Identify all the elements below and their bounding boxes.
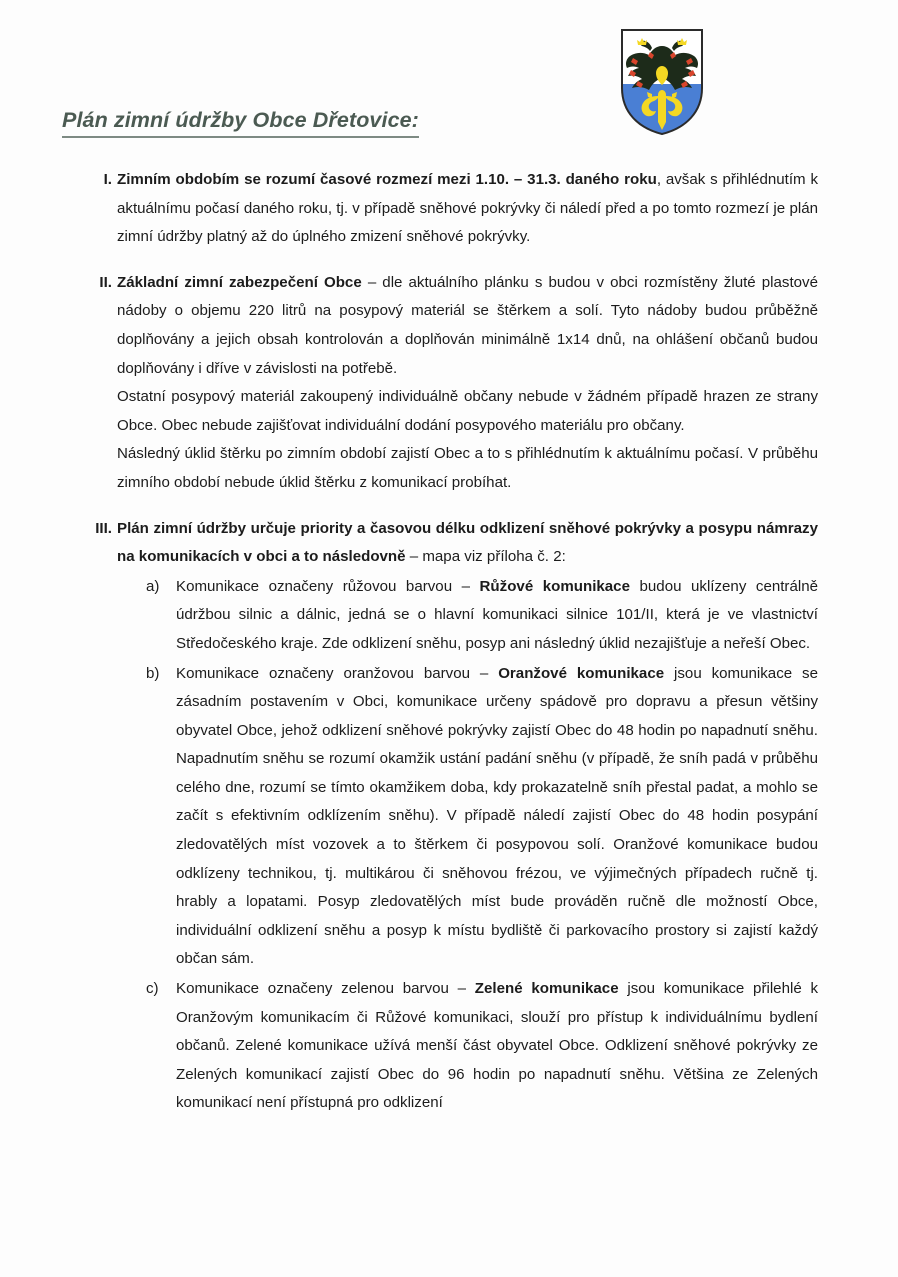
section-body-ii: [117, 269, 818, 498]
paragraph: Následný úklid štěrku po zimním období zajistí Obec a to s přihlédnutím k aktuálnímu počasí. V průběhu zimního období nebude úklid štěrku z komunikací probíhat.: [117, 445, 818, 491]
paragraph: [117, 166, 818, 252]
section-marker-ii: II.: [99, 273, 112, 291]
section-iii: [0, 515, 898, 1118]
paragraph: [176, 573, 818, 659]
paragraph: Ostatní posypový materiál zakoupený individuálně občany nebude v žádném případě hrazen ze strany Obce. Obec nebude zajišťovat individuální dodání posypového materiálu pro občany.: [117, 388, 818, 434]
section-text-i-0: , avšak s přihlédnutím k aktuálnímu počasí daného roku, tj. v případě sněhové pokrývky či náledí před a po tomto rozmezí je plán zimní údržby platný až do úplného zmizení sněhové pokrývky.: [117, 171, 818, 246]
subitem-marker-a: a): [146, 577, 160, 595]
section-lead-i: Zimním obdobím se rozumí časové rozmezí mezi 1.10. – 31.3. daného roku: [117, 171, 657, 188]
section-body-iii: [117, 515, 818, 572]
section-lead-iii: Plán zimní údržby určuje priority a časovou délku odklizení sněhové pokrývky a posypu námrazy na komunikacích v obci a to následovně: [117, 519, 818, 566]
subitem-body-b: [176, 660, 818, 975]
section-i: [0, 166, 898, 252]
section-body-i: [117, 166, 818, 252]
subitem-a: [0, 573, 898, 659]
paragraph: [176, 975, 818, 1118]
paragraph: [176, 660, 818, 975]
subitem-b-text-after: jsou komunikace se zásadním postavením v Obci, komunikace určeny spádově pro dopravu a přesun většiny obyvatel Obce, jehož odklizení sněhové pokrývky zajistí Obec do 48 hodin po napadnutí sněhu. Napadnutím sněhu se rozumí okamžik ustání padání sněhu (v případě, že sníh padá v průběhu celého dne, rozumí se tímto okamžikem doba, kdy prokazatelně sníh přestal padat, a mohlo se začít s efektivním odklízením sněhu). V případě náledí zajistí Obec do 48 hodin posypání zledovatělých míst vozovek a to štěrkem či posypovou solí. Oranžové komunikace budou odklízeny technikou, tj. multikárou či sněhovou frézou, ve výjimečných případech ručně tj. hrably a lopatami. Posyp zledovatělých míst bude prováděn ručně dle možností Obce, individuální odklizení sněhu a posyp k místu bydliště či parkovacího prostory si zajistí každý občan sám.: [176, 664, 818, 968]
paragraph: [117, 515, 818, 572]
section-text-ii-0: – dle aktuálního plánku s budou v obci rozmístěny žluté plastové nádoby o objemu 220 litrů na posypový materiál se štěrkem a solí. Tyto nádoby budou průběžně doplňovány a jejich obsah kontrolován a doplňován minimálně 1x14 dnů, na ohlášení občanů budou doplňovány i dříve v závislosti na potřebě.: [117, 273, 818, 377]
section-text-iii-0: – mapa viz příloha č. 2:: [405, 548, 566, 566]
subitem-c-text-before: Komunikace označeny zelenou barvou –: [176, 980, 475, 998]
subitem-c: [0, 975, 898, 1118]
section-lead-ii: Základní zimní zabezpečení Obce: [117, 273, 362, 291]
subitem-marker-c: c): [146, 980, 159, 998]
subitem-body-a: [176, 573, 818, 659]
subitem-b: [0, 660, 898, 975]
subitem-b-emphasis: Oranžové komunikace: [498, 664, 665, 682]
subitem-body-c: [176, 975, 818, 1118]
section-ii: [0, 269, 898, 498]
subitem-a-text-after: budou uklízeny centrálně údržbou silnic a dálnic, jedná se o hlavní komunikaci silnice 101/II, která je ve vlastnictví Středočeského kraje. Zde odklizení sněhu, posyp ani následný úklid nezajišťuje a neřeší Obec.: [176, 577, 818, 652]
subitem-c-emphasis: Zelené komunikace: [474, 980, 619, 998]
document-body: [0, 166, 898, 1135]
subitem-b-text-before: Komunikace označeny oranžovou barvou –: [176, 664, 499, 682]
coat-of-arms-icon: [616, 26, 708, 138]
section-marker-i: I.: [103, 171, 112, 188]
subitem-a-emphasis: Růžové komunikace: [479, 577, 630, 595]
subitem-marker-b: b): [146, 664, 160, 682]
sublist-iii: [0, 573, 898, 1118]
paragraph: [117, 269, 818, 383]
section-marker-iii: III.: [95, 519, 112, 537]
page-title: Plán zimní údržby Obce Dřetovice:: [62, 108, 419, 138]
subitem-a-text-before: Komunikace označeny růžovou barvou –: [176, 577, 480, 595]
subitem-c-text-after: jsou komunikace přilehlé k Oranžovým komunikacím či Růžové komunikaci, slouží pro přístup k individuálnímu bydlení občanů. Zelené komunikace užívá menší část obyvatel Obce. Odklizení sněhové pokrývky ze Zelených komunikací zajistí Obec do 96 hodin po napadnutí sněhu. Většina ze Zelených komunikací není přístupná pro odklizení: [176, 980, 819, 1112]
